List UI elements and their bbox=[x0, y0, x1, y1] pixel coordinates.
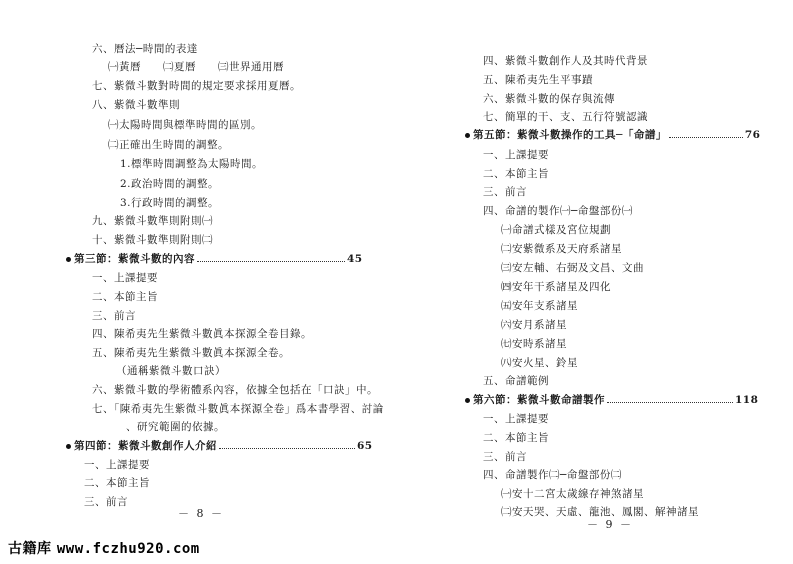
toc-entry: 1.標準時間調整為太陽時間。 bbox=[120, 158, 264, 170]
toc-entry: 二、本節主旨 bbox=[92, 291, 158, 303]
toc-entry: ㈠黃曆 ㈡夏曆 ㈢世界通用曆 bbox=[108, 61, 284, 73]
watermark-url: www.fczhu920.com bbox=[56, 541, 200, 557]
toc-entry: ㈠命譜式樣及宮位規劃 bbox=[501, 224, 611, 236]
toc-entry: 二、本節主旨 bbox=[84, 477, 150, 489]
toc-entry: 三、前言 bbox=[483, 451, 527, 463]
toc-entry: 七、紫微斗數對時間的規定要求採用夏曆。 bbox=[92, 80, 301, 92]
toc-entry: 一、上課提要 bbox=[483, 413, 549, 425]
toc-entry: 七、簡單的干、支、五行符號認識 bbox=[483, 111, 648, 123]
toc-entry: 六、曆法─時間的表達 bbox=[92, 43, 198, 55]
bullet-icon bbox=[465, 133, 470, 138]
toc-entry: 五、陳希夷先生平事蹟 bbox=[483, 74, 593, 86]
toc-entry: 五、陳希夷先生紫微斗數眞本探源全卷。 bbox=[92, 347, 290, 359]
toc-entry: ㈦安時系諸星 bbox=[501, 338, 567, 350]
page-folio: － 9 － bbox=[587, 518, 633, 531]
bullet-icon bbox=[66, 444, 71, 449]
toc-entry: 一、上課提要 bbox=[92, 272, 158, 284]
page-number: 45 bbox=[347, 253, 363, 265]
dot-leader bbox=[219, 440, 355, 449]
toc-entry: 五、命譜範例 bbox=[483, 375, 549, 387]
toc-section-heading: 第六節：紫微斗數命譜製作 118 bbox=[465, 393, 758, 407]
toc-entry: 六、紫微斗數的學術體系內容，依據全包括在「口訣」中。 bbox=[92, 384, 378, 396]
page-number: 65 bbox=[357, 440, 373, 452]
toc-entry: ㈤安年支系諸星 bbox=[501, 300, 578, 312]
bullet-icon bbox=[465, 398, 470, 403]
bullet-icon bbox=[66, 257, 71, 262]
toc-section-heading: 第五節：紫微斗數操作的工具─「命譜」 76 bbox=[465, 128, 760, 142]
toc-entry: ㈣安年干系諸星及四化 bbox=[501, 281, 611, 293]
toc-entry: 三、前言 bbox=[92, 310, 136, 322]
site-watermark bbox=[8, 538, 200, 558]
toc-entry: 2.政治時間的調整。 bbox=[120, 178, 220, 190]
toc-entry: 四、命譜製作㈡─命盤部份㈡ bbox=[483, 469, 622, 481]
toc-entry: ㈧安火星、鈴星 bbox=[501, 357, 578, 369]
watermark-brand: 古籍库 bbox=[8, 541, 52, 557]
toc-entry: 二、本節主旨 bbox=[483, 168, 549, 180]
toc-entry: ㈢安左輔、右弼及文昌、文曲 bbox=[501, 262, 644, 274]
dot-leader bbox=[607, 394, 733, 403]
page-number: 118 bbox=[735, 394, 759, 406]
toc-entry: ㈡安紫微系及天府系諸星 bbox=[501, 243, 622, 255]
left-page bbox=[0, 0, 396, 535]
dot-leader bbox=[197, 253, 345, 262]
toc-entry: 四、命譜的製作㈠─命盤部份㈠ bbox=[483, 205, 633, 217]
toc-entry: 3.行政時間的調整。 bbox=[120, 197, 220, 209]
page-number: 76 bbox=[744, 129, 761, 141]
toc-entry: 四、陳希夷先生紫微斗數眞本探源全卷目錄。 bbox=[92, 328, 312, 340]
toc-entry: 十、紫微斗數準則附則㈡ bbox=[92, 234, 213, 246]
toc-entry: 三、前言 bbox=[483, 186, 527, 198]
dot-leader bbox=[669, 129, 743, 138]
toc-entry: 九、紫微斗數準則附則㈠ bbox=[92, 215, 213, 227]
toc-entry: 二、本節主旨 bbox=[483, 432, 549, 444]
toc-entry: ㈡安天哭、天虛、龍池、鳳閣、解神諸星 bbox=[501, 506, 699, 518]
toc-entry: 、研究範圍的依據。 bbox=[126, 421, 225, 433]
toc-entry: 三、前言 bbox=[84, 496, 128, 508]
right-page bbox=[397, 0, 793, 535]
toc-entry: ㈡正確出生時間的調整。 bbox=[108, 139, 229, 151]
page-folio: － 8 － bbox=[178, 507, 224, 520]
toc-entry: ㈠太陽時間與標準時間的區別。 bbox=[108, 119, 262, 131]
toc-entry: 七、「陳希夷先生紫微斗數眞本探源全卷」爲本書學習、討論 bbox=[92, 403, 384, 415]
toc-entry: 四、紫微斗數創作人及其時代背景 bbox=[483, 55, 648, 67]
toc-section-heading: 第四節：紫微斗數創作人介紹 65 bbox=[66, 439, 373, 453]
toc-entry: 一、上課提要 bbox=[84, 459, 150, 471]
toc-section-heading: 第三節：紫微斗數的內容 45 bbox=[66, 252, 363, 266]
toc-entry: （通稱紫微斗數口訣） bbox=[116, 365, 226, 377]
toc-entry: 八、紫微斗數準則 bbox=[92, 99, 180, 111]
toc-entry: ㈥安月系諸星 bbox=[501, 319, 567, 331]
toc-entry: 六、紫微斗數的保存與流傳 bbox=[483, 93, 615, 105]
toc-entry: ㈠安十二宮太歲線存神煞諸星 bbox=[501, 488, 644, 500]
toc-entry: 一、上課提要 bbox=[483, 149, 549, 161]
